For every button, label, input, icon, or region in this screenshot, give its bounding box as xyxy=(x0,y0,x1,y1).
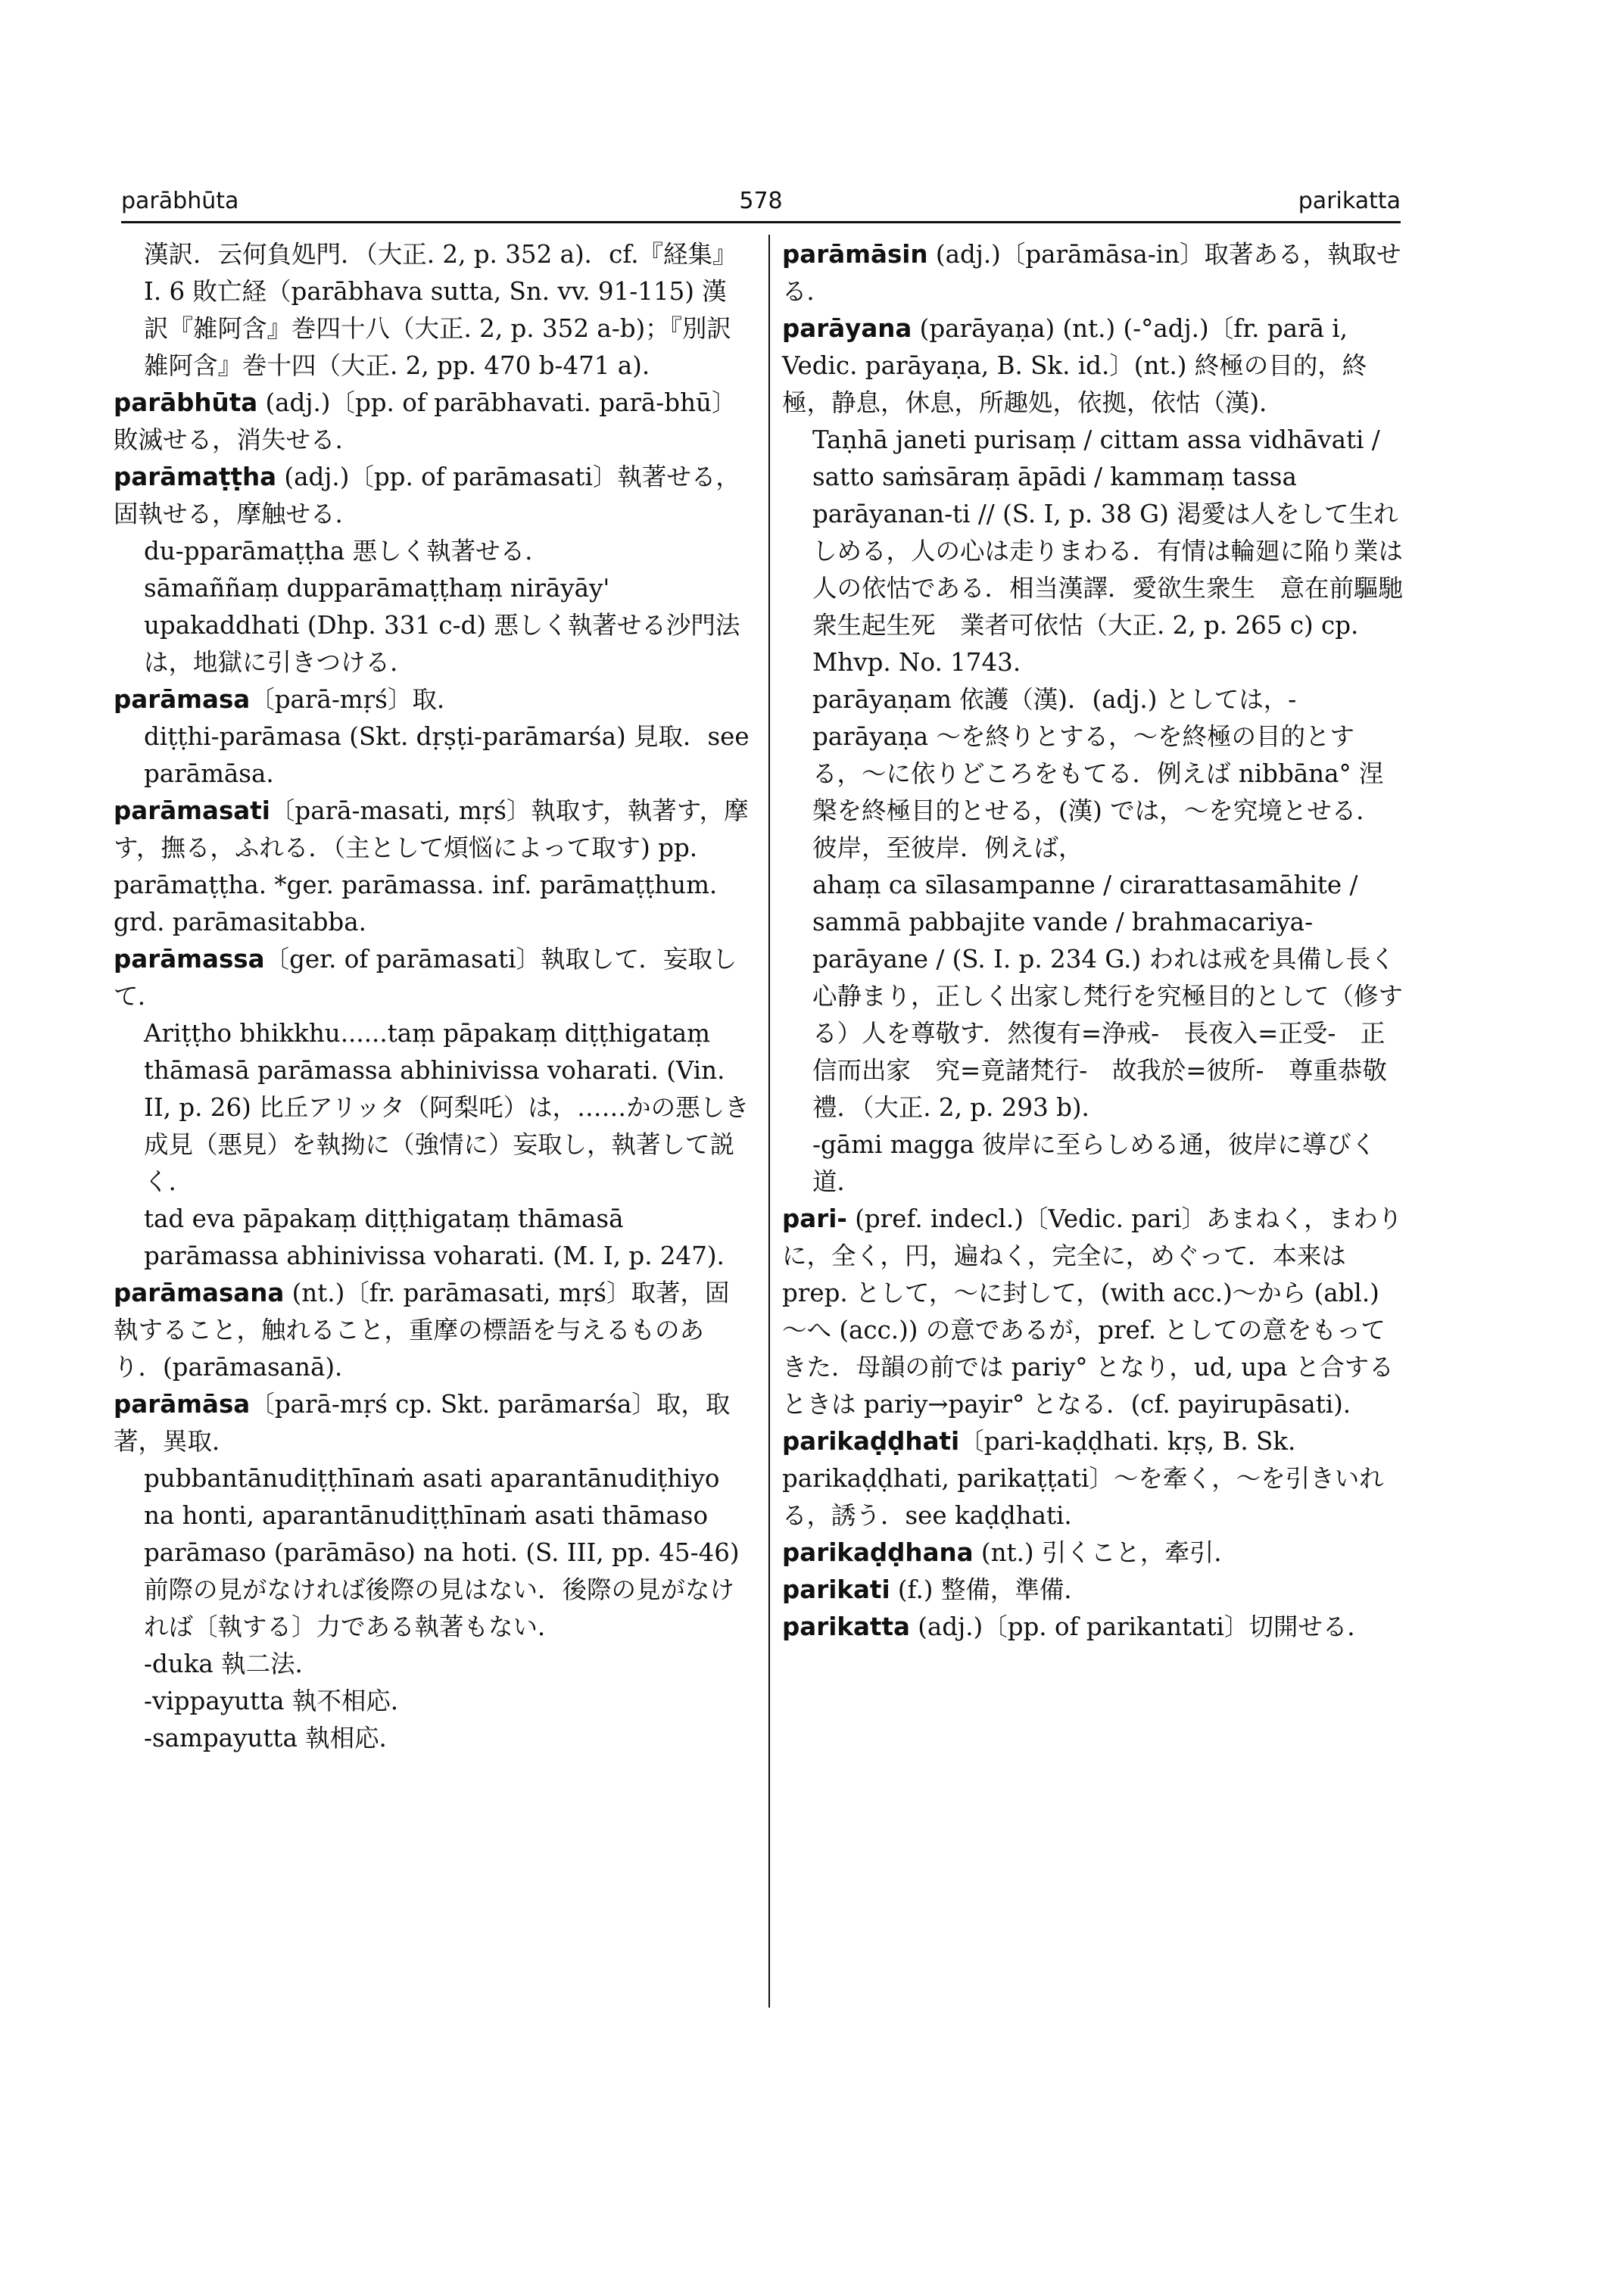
entry-subsection: -gāmi magga 彼岸に至らしめる通，彼岸に導びく道． xyxy=(812,1130,1376,1196)
entry-definition: (f.) 整備，準備． xyxy=(890,1575,1089,1604)
running-head-right: parikatta xyxy=(1298,188,1401,214)
entry-headword: parāmāsa xyxy=(114,1390,251,1419)
entry-definition: 〔parā-mṛś cp. Skt. parāmarśa〕取，取著，異取． xyxy=(114,1390,731,1456)
dictionary-entry xyxy=(114,793,750,941)
right-column xyxy=(782,236,1428,1646)
entry-subsection: -vippayutta 執不相応． xyxy=(144,1687,416,1715)
entry-definition: (adj.)〔pp. of parābhavati. parā-bhū〕敗滅せる，消失せる. xyxy=(114,388,737,454)
entry-definition: (adj.)〔pp. of parāmasati〕執著せる，固執せる，摩触せる. xyxy=(114,463,740,528)
entry-continuation: 漢訳．云何負処門．（大正. 2, p. 352 a)．cf.『経集』I. 6 敗亡経（parābhava sutta, Sn. vv. 91-115) 漢訳『雑阿含』巻四十八（大正. 2, p. 352 a-b)；『別訳雑阿含』巻十四（大正. 2, pp. 470 b-471 a). xyxy=(144,240,737,380)
entry-headword: parikaḍḍhana xyxy=(782,1538,974,1567)
dictionary-entry xyxy=(782,1201,1403,1423)
entry-definition: (adj.)〔pp. of parikantati〕切開せる． xyxy=(909,1612,1372,1641)
entry-definition: (adj.)〔parāmāsa-in〕取著ある，執取せる． xyxy=(782,240,1401,306)
entry-definition: 〔pari-kaḍḍhati. kṛṣ, B. Sk. parikaḍḍhati, parikaṭṭati〕～を牽く，～を引きいれる，誘う．see kaḍḍhati. xyxy=(782,1427,1384,1530)
dictionary-entry xyxy=(114,1386,750,1460)
entry-headword: parāmassa xyxy=(114,945,265,974)
entry-subsection: diṭṭhi-parāmasa (Skt. dṛṣṭi-parāmarśa) 見取．see parāmāsa. xyxy=(144,722,750,788)
entry-subsection: du-pparāmaṭṭha 悪しく執著せる. xyxy=(144,537,533,565)
entry-subsection: ahaṃ ca sīlasampanne / cirarattasamāhite / sammā pabbajite vande / brahmacariya-parāyane / (S. I. p. 234 G.) われは戒を具備し長く心静まり，正しく出家し梵行を究極目的として（修する）人を尊敬す．然復有=浄戒- 長夜入=正受- 正信而出家 究=竟諸梵行- 故我於=彼所- 尊重恭敬禮．（大正. 2, p. 293 b)． xyxy=(812,871,1404,1122)
entry-subsection: Taṇhā janeti purisaṃ / cittam assa vidhāvati / satto saṁsāraṃ āpādi / kammaṃ tassa parāyanan-ti // (S. I, p. 38 G) 渇愛は人をして生れしめる，人の心は走りまわる．有情は輪廻に陥り業は人の依怙である．相当漢譯．愛欲生衆生 意在前驅馳 衆生起生死 業者可依怙（大正. 2, p. 265 c) cp. Mhvp. No. 1743. xyxy=(812,425,1428,677)
entry-subsection: Ariṭṭho bhikkhu......taṃ pāpakaṃ diṭṭhigataṃ thāmasā parāmassa abhinivissa voharati. (Vin. II, p. 26) 比丘アリッタ（阿梨吒）は，……かの悪しき成見（悪見）を執拗に（強情に）妄取し，執著して説く. xyxy=(144,1019,750,1196)
entry-headword: parāmasa xyxy=(114,685,251,714)
entry-subsection: -sampayutta 執相応． xyxy=(144,1724,404,1752)
dictionary-entry xyxy=(782,1572,1403,1609)
entry-headword: parikati xyxy=(782,1575,890,1604)
entry-subsection: pubbantānudiṭṭhīnaṁ asati aparantānudiṭhiyo na honti, aparantānudiṭṭhīnaṁ asati thāmaso parāmaso (parāmāso) na hoti. (S. III, pp. 45-46) 前際の見がなければ後際の見はない．後際の見がなければ〔執する〕力である執著もない． xyxy=(144,1464,740,1641)
running-head-left: parābhūta xyxy=(121,188,239,214)
dictionary-entry xyxy=(782,310,1403,422)
entry-headword: parāyana xyxy=(782,314,912,343)
entry-subsection: sāmaññaṃ dupparāmaṭṭhaṃ nirāyāy' upakaddhati (Dhp. 331 c-d) 悪しく執著せる沙門法は，地獄に引きつける. xyxy=(144,574,740,677)
left-column xyxy=(114,236,750,1757)
header-rule xyxy=(121,221,1401,223)
dictionary-entry xyxy=(782,1423,1403,1534)
entry-headword: parāmasana xyxy=(114,1279,285,1307)
dictionary-entry xyxy=(114,681,750,718)
entry-subsection: parāyaṇam 依護（漢)．(adj.) としては，-parāyaṇa ～を終りとする，～を終極の目的とする，～に依りどころをもてる．例えば nibbāna° 涅槃を終極目的とせる，(漢) では，～を究境とせる．彼岸，至彼岸．例えば， xyxy=(812,685,1384,862)
dictionary-entry xyxy=(114,385,750,459)
page-number: 578 xyxy=(739,188,783,214)
entry-headword: pari- xyxy=(782,1204,847,1233)
entry-headword: parikaḍḍhati xyxy=(782,1427,960,1456)
entry-headword: parikatta xyxy=(782,1612,910,1641)
dictionary-entry xyxy=(114,459,750,533)
entry-headword: parāmaṭṭha xyxy=(114,463,277,491)
entry-headword: parāmasati xyxy=(114,796,270,825)
entry-definition: (pref. indecl.)〔Vedic. pari〕あまねく，まわりに，全く，円，遍ねく，完全に，めぐって．本来は prep. として，～に封して，(with acc.)～から (abl.) ～へ (acc.)) の意であるが，pref. としての意をもってきた．母韻の前では pariy° となり，ud, upa と合するときは pariy→payir° となる．(cf. payirupāsati). xyxy=(782,1204,1403,1419)
entry-definition: (nt.)〔fr. parāmasati, mṛś〕取著，固執すること，触れること，重摩の標語を与えるものあり．(parāmasanā). xyxy=(114,1279,730,1382)
page-header xyxy=(121,188,1401,218)
entry-subsection: tad eva pāpakaṃ diṭṭhigataṃ thāmasā parāmassa abhinivissa voharati. (M. I, p. 247). xyxy=(144,1204,725,1270)
entry-headword: parābhūta xyxy=(114,388,258,417)
entry-definition: 〔ger. of parāmasati〕執取して．妄取して． xyxy=(114,945,737,1011)
dictionary-entry xyxy=(782,1534,1403,1572)
entry-definition: (nt.) 引くこと，牽引． xyxy=(973,1538,1239,1567)
column-divider xyxy=(768,235,770,2008)
entry-definition: 〔parā-mṛś〕取. xyxy=(250,685,445,714)
dictionary-entry xyxy=(114,1275,750,1386)
entry-definition: 〔parā-masati, mṛś〕執取す，執著す，摩す，撫る，ふれる．（主として煩悩によって取す) pp. parāmaṭṭha. *ger. parāmassa. inf. parāmaṭṭhum. grd. parāmasitabba. xyxy=(114,796,749,936)
dictionary-entry xyxy=(782,236,1403,310)
entry-subsection: -duka 執二法． xyxy=(144,1650,320,1678)
entry-definition: (parāyaṇa) (nt.) (-°adj.)〔fr. parā i, Vedic. parāyaṇa, B. Sk. id.〕(nt.) 終極の目的，終極，静息，休息，所趣処，依拠，依怙（漢)． xyxy=(782,314,1367,417)
dictionary-entry xyxy=(782,1609,1403,1646)
entry-headword: parāmāsin xyxy=(782,240,928,269)
dictionary-entry xyxy=(114,941,750,1015)
